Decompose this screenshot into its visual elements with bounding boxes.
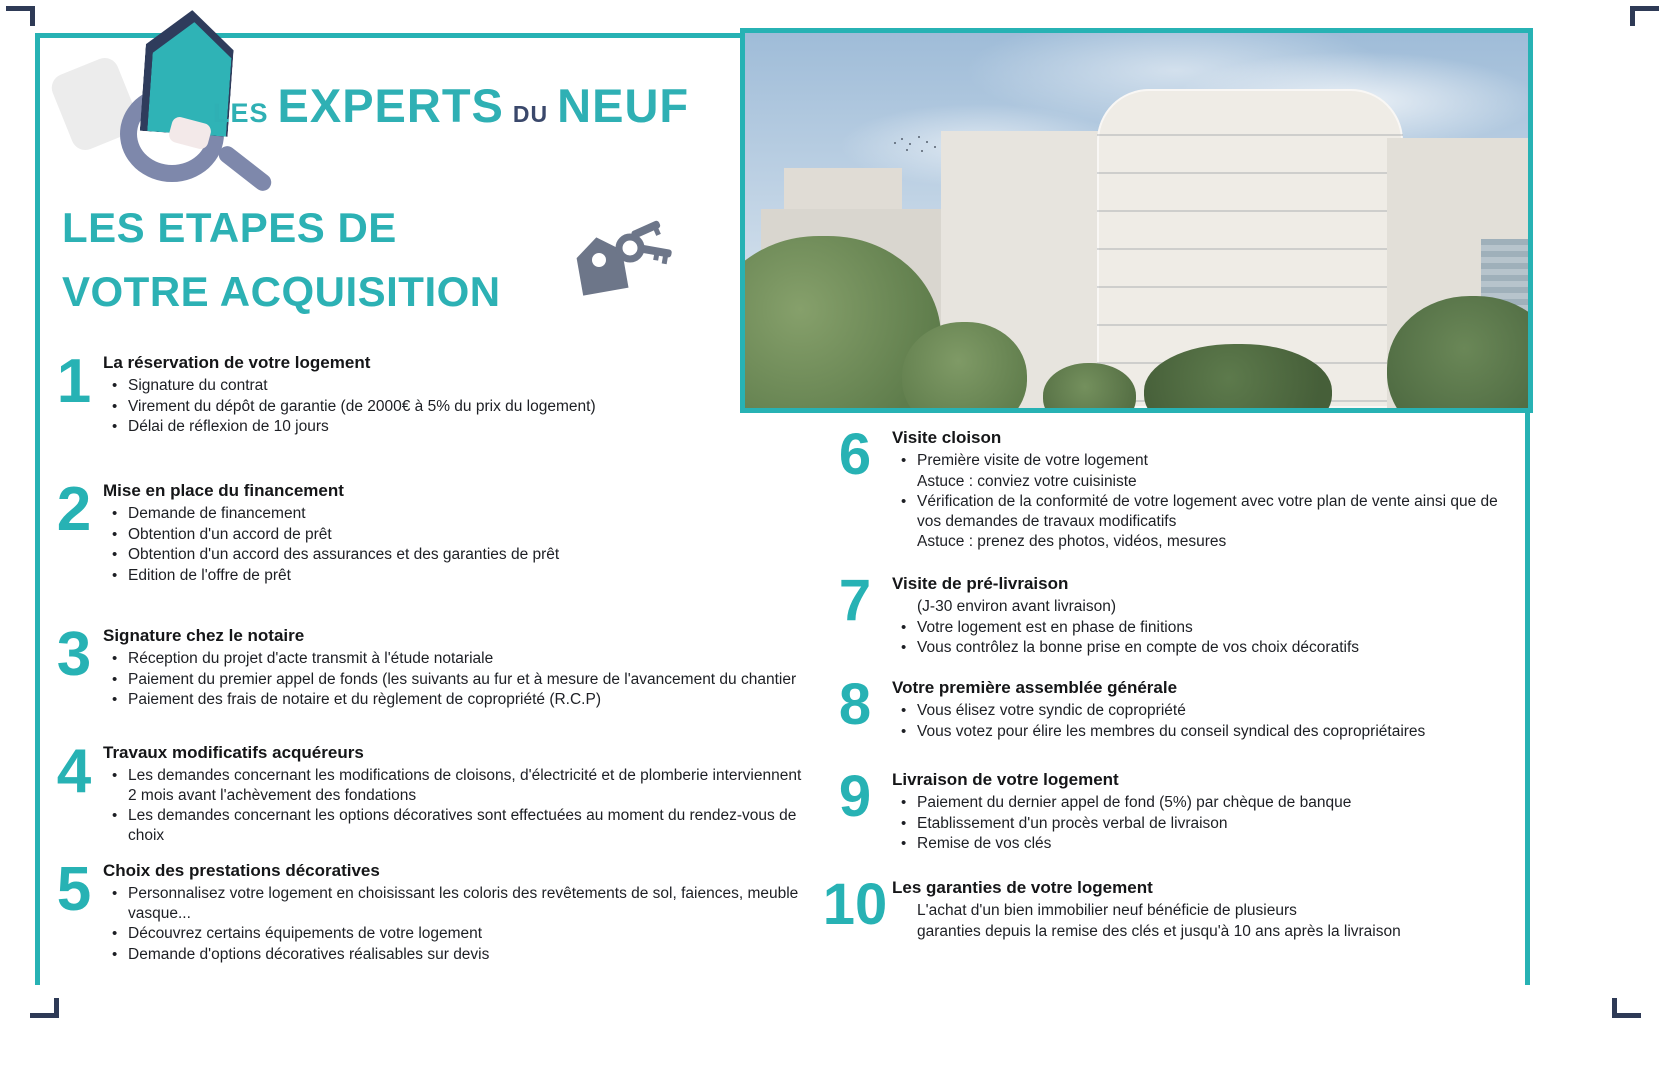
corner-mark-bottom-right <box>1612 998 1641 1018</box>
step-heading: Mise en place du financement <box>103 481 344 500</box>
step-number: 9 <box>838 764 872 829</box>
step-item: Astuce : prenez des photos, vidéos, mesures <box>917 533 1227 550</box>
step-item: • Vérification de la conformité de votre logement avec votre plan de vente ainsi que de vos demandes de travaux modificatifs <box>892 492 1520 531</box>
step-item: L'achat d'un bien immobilier neuf bénéficie de plusieurs <box>917 902 1297 919</box>
step-items <box>103 766 813 845</box>
step-2 <box>45 475 813 586</box>
step-number: 8 <box>838 672 872 737</box>
step-heading: Choix des prestations décoratives <box>103 861 380 880</box>
step-item: • Les demandes concernant les modifications de cloisons, d'électricité et de plomberie interviennent 2 mois avant l'achèvement des fondations <box>103 766 813 805</box>
step-content <box>892 677 1520 742</box>
step-item: • Personnalisez votre logement en choisissant les coloris des revêtements de sol, faiences, meuble vasque... <box>103 884 813 923</box>
step-item: • Virement du dépôt de garantie (de 2000€ à 5% du prix du logement) <box>103 397 813 417</box>
step-items <box>892 597 1520 658</box>
step-item: • Edition de l'offre de prêt <box>103 566 813 586</box>
step-number: 5 <box>56 855 92 924</box>
step-item: • Demande de financement <box>103 504 813 524</box>
step-4 <box>45 737 813 846</box>
step-10 <box>818 872 1520 942</box>
step-8 <box>818 672 1520 742</box>
step-item: • Obtention d'un accord de prêt <box>103 525 813 545</box>
step-content <box>103 860 813 965</box>
step-content <box>103 480 813 586</box>
step-item: • Signature du contrat <box>103 376 813 396</box>
step-items <box>892 793 1520 854</box>
step-item: • Découvrez certains équipements de votre logement <box>103 924 813 944</box>
step-item: • Première visite de votre logement <box>892 451 1520 471</box>
step-item: • Délai de réflexion de 10 jours <box>103 417 813 437</box>
step-item: • Paiement du dernier appel de fond (5%) par chèque de banque <box>892 793 1520 813</box>
step-items <box>892 701 1520 741</box>
step-item: • Demande d'options décoratives réalisables sur devis <box>103 945 813 965</box>
step-item: • Remise de vos clés <box>892 834 1520 854</box>
step-number: 1 <box>56 347 92 416</box>
corner-mark-top-right <box>1630 6 1659 26</box>
step-item: • Obtention d'un accord des assurances et des garanties de prêt <box>103 545 813 565</box>
step-3 <box>45 620 813 711</box>
step-heading: La réservation de votre logement <box>103 353 371 372</box>
step-item: • Etablissement d'un procès verbal de livraison <box>892 814 1520 834</box>
step-number: 10 <box>822 872 888 937</box>
page-title-line2: VOTRE ACQUISITION <box>62 268 501 315</box>
step-content <box>103 625 813 711</box>
step-5 <box>45 855 813 965</box>
step-item: • Vous contrôlez la bonne prise en compte de vos choix décoratifs <box>892 638 1520 658</box>
step-content <box>892 427 1520 553</box>
step-6 <box>818 422 1520 553</box>
step-number: 2 <box>56 475 92 544</box>
step-number: 7 <box>838 568 872 633</box>
step-items <box>103 504 813 585</box>
step-9 <box>818 764 1520 855</box>
step-item: • Paiement du premier appel de fonds (les suivants au fur et à mesure de l'avancement du chantier <box>103 670 813 690</box>
house-keys-icon <box>558 218 678 310</box>
logo-text-du: DU <box>512 101 549 127</box>
house-keys-svg <box>558 218 678 310</box>
logo-text-les: LES <box>213 98 269 128</box>
page-title <box>62 196 501 324</box>
step-item: • Vous votez pour élire les membres du conseil syndical des copropriétaires <box>892 722 1520 742</box>
step-item: (J-30 environ avant livraison) <box>917 598 1117 615</box>
step-item: • Votre logement est en phase de finitions <box>892 618 1520 638</box>
step-heading: Les garanties de votre logement <box>892 878 1153 897</box>
step-heading: Livraison de votre logement <box>892 770 1119 789</box>
logo-text-experts: EXPERTS <box>277 79 504 132</box>
step-content <box>103 352 813 438</box>
step-number: 3 <box>56 620 92 689</box>
step-1 <box>45 347 813 438</box>
step-content <box>103 742 813 846</box>
step-number: 6 <box>838 422 872 487</box>
step-item: garanties depuis la remise des clés et jusqu'à 10 ans après la livraison <box>917 922 1401 940</box>
step-item: • Les demandes concernant les options décoratives sont effectuées au moment du rendez-vous de choix <box>103 806 813 845</box>
step-heading: Visite de pré-livraison <box>892 574 1069 593</box>
step-number: 4 <box>56 737 92 806</box>
step-item: Astuce : conviez votre cuisiniste <box>917 472 1137 490</box>
step-item: • Réception du projet d'acte transmit à l'étude notariale <box>103 649 813 669</box>
step-heading: Signature chez le notaire <box>103 626 305 645</box>
step-items <box>103 376 813 437</box>
step-items <box>103 649 813 710</box>
corner-mark-bottom-left <box>30 998 59 1018</box>
step-heading: Votre première assemblée générale <box>892 678 1178 697</box>
step-7 <box>818 568 1520 659</box>
corner-mark-top-left <box>6 6 35 26</box>
step-heading: Travaux modificatifs acquéreurs <box>103 743 364 762</box>
step-content <box>892 877 1520 942</box>
step-heading: Visite cloison <box>892 428 1002 447</box>
building-photo <box>740 28 1533 413</box>
page-title-line1: LES ETAPES DE <box>62 204 397 251</box>
step-items <box>892 451 1520 552</box>
step-items <box>103 884 813 964</box>
step-content <box>892 573 1520 659</box>
step-content <box>892 769 1520 855</box>
step-item: • Paiement des frais de notaire et du règlement de copropriété (R.C.P) <box>103 690 813 710</box>
step-items <box>892 901 1520 941</box>
step-item: • Vous élisez votre syndic de copropriété <box>892 701 1520 721</box>
logo-wordmark <box>213 78 689 133</box>
logo-text-neuf: NEUF <box>557 79 690 132</box>
photo-building-left-top <box>784 168 901 213</box>
photo-birds <box>894 142 896 144</box>
